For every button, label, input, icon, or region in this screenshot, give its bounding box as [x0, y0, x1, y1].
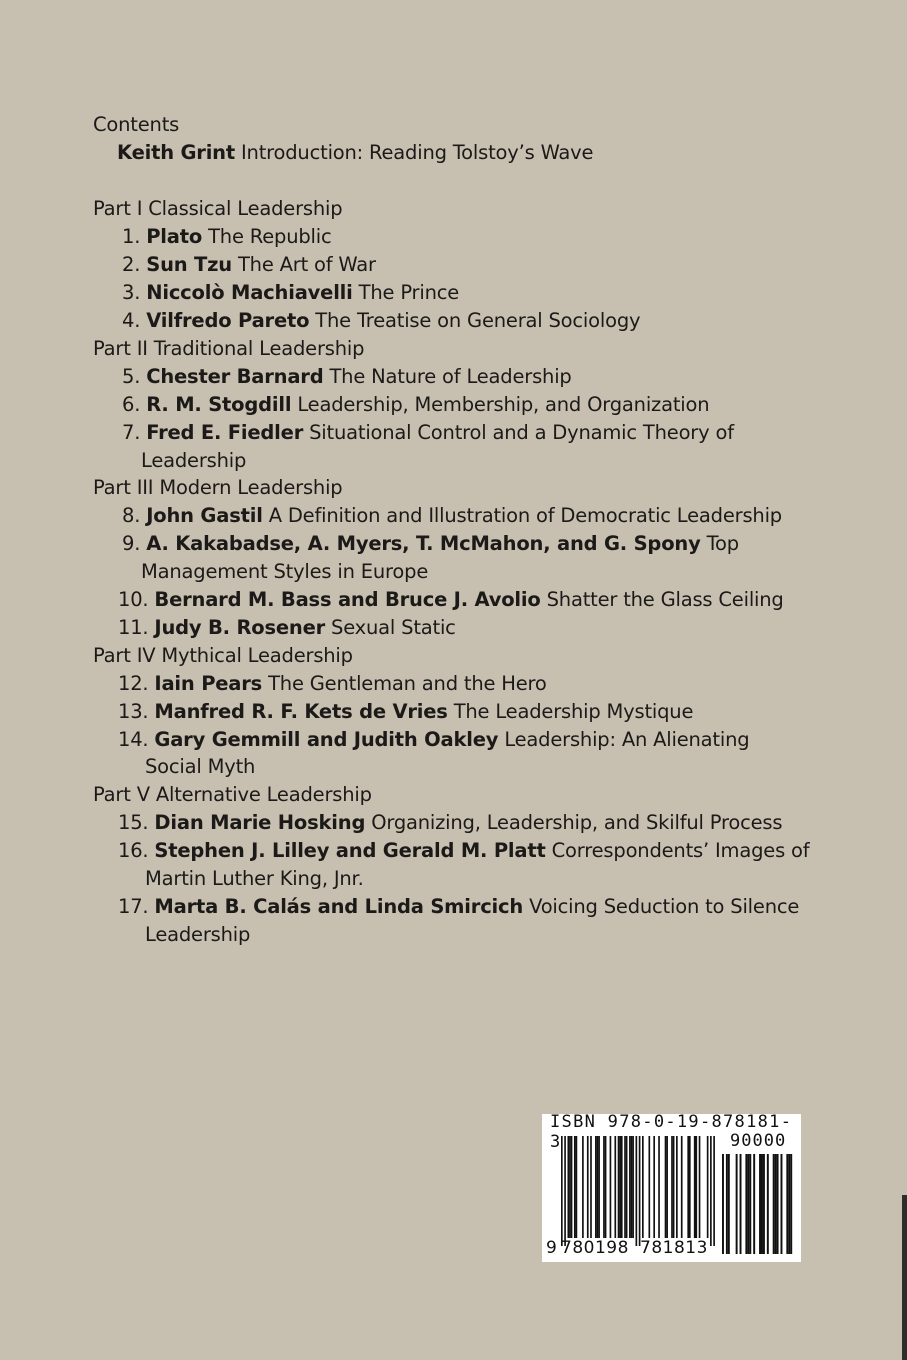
chapter-title: The Gentleman and the Hero [268, 672, 547, 695]
intro-title: Introduction: Reading Tolstoy’s Wave [240, 141, 594, 164]
chapter-title: A Definition and Illustration of Democratic Leadership [268, 504, 782, 527]
chapter-title: The Art of War [237, 253, 376, 276]
part-heading: Part II Traditional Leadership [93, 337, 365, 360]
chapter-author: Vilfredo Pareto [146, 309, 310, 332]
chapter-number: 16. [118, 839, 149, 862]
price-code: 90000 [730, 1131, 787, 1151]
ean-left-group: 780198 [561, 1238, 629, 1258]
chapter-entry [118, 893, 799, 921]
chapter-title: Shatter the Glass Ceiling [546, 588, 784, 611]
chapter-number: 8. [122, 504, 141, 527]
barcode-bar [561, 1136, 563, 1246]
chapter-number: 17. [118, 895, 149, 918]
chapter-title: The Treatise on General Sociology [315, 309, 641, 332]
addon-bar [747, 1154, 749, 1254]
addon-bar [722, 1154, 724, 1254]
chapter-author: Fred E. Fiedler [146, 421, 304, 444]
chapter-title: The Republic [208, 225, 332, 248]
chapter-entry [122, 251, 376, 279]
chapter-title-continued: Social Myth [145, 755, 256, 778]
chapter-entry [122, 363, 572, 391]
addon-bar [745, 1154, 747, 1254]
ean-first-digit: 9 [546, 1238, 558, 1258]
chapter-entry [122, 391, 709, 419]
chapter-number: 13. [118, 700, 149, 723]
chapter-author: Chester Barnard [146, 365, 324, 388]
chapter-entry [118, 614, 456, 642]
chapter-entry [118, 809, 782, 837]
addon-bar [786, 1154, 788, 1254]
chapter-title: Leadership, Membership, and Organization [297, 393, 710, 416]
chapter-title: Situational Control and a Dynamic Theory of [309, 421, 734, 444]
isbn-label: ISBN 978-0-19-878181-3 [550, 1112, 793, 1152]
addon-bar [759, 1154, 761, 1254]
chapter-author: John Gastil [146, 504, 263, 527]
contents-heading: Contents [93, 113, 180, 136]
chapter-number: 2. [122, 253, 141, 276]
part-heading: Part III Modern Leadership [93, 476, 343, 499]
chapter-number: 4. [122, 309, 141, 332]
addon-bar [736, 1154, 738, 1254]
chapter-author: A. Kakabadse, A. Myers, T. McMahon, and G. Spony [146, 532, 701, 555]
addon-bar [753, 1154, 755, 1254]
addon-bar [773, 1154, 775, 1254]
chapter-number: 1. [122, 225, 141, 248]
chapter-title: Sexual Static [331, 616, 456, 639]
chapter-author: Iain Pears [154, 672, 263, 695]
part-heading: Part IV Mythical Leadership [93, 644, 353, 667]
addon-bar [790, 1154, 792, 1254]
addon-bar [728, 1154, 730, 1254]
chapter-title: The Nature of Leadership [329, 365, 572, 388]
chapter-number: 12. [118, 672, 149, 695]
chapter-author: Sun Tzu [146, 253, 232, 276]
addon-bar [767, 1154, 769, 1254]
barcode-bar [636, 1136, 638, 1246]
chapter-number: 3. [122, 281, 141, 304]
barcode-bar [639, 1136, 641, 1246]
chapter-number: 15. [118, 811, 149, 834]
chapter-entry [122, 223, 332, 251]
part-heading: Part I Classical Leadership [93, 197, 343, 220]
chapter-title-continued: Leadership [141, 449, 247, 472]
chapter-number: 10. [118, 588, 149, 611]
chapter-title: Correspondents’ Images of [551, 839, 810, 862]
addon-bar [749, 1154, 751, 1254]
chapter-author: R. M. Stogdill [146, 393, 292, 416]
chapter-title: Top [706, 532, 739, 555]
chapter-author: Stephen J. Lilley and Gerald M. Platt [154, 839, 546, 862]
chapter-entry [122, 530, 739, 558]
chapter-author: Gary Gemmill and Judith Oakley [154, 728, 499, 751]
chapter-title: The Leadership Mystique [453, 700, 694, 723]
chapter-entry [118, 698, 693, 726]
chapter-number: 5. [122, 365, 141, 388]
chapter-entry [122, 307, 640, 335]
chapter-author: Dian Marie Hosking [154, 811, 366, 834]
addon-bar [740, 1154, 742, 1254]
chapter-author: Judy B. Rosener [154, 616, 326, 639]
chapter-author: Bernard M. Bass and Bruce J. Avolio [154, 588, 541, 611]
chapter-entry [122, 502, 782, 530]
chapter-title: Organizing, Leadership, and Skilful Process [371, 811, 783, 834]
addon-bar [781, 1154, 783, 1254]
intro-author: Keith Grint [117, 141, 235, 164]
chapter-author: Plato [146, 225, 203, 248]
addon-bar [726, 1154, 728, 1254]
page-edge [902, 1195, 907, 1360]
chapter-number: 11. [118, 616, 149, 639]
chapter-entry [118, 726, 749, 754]
isbn-barcode [542, 1114, 801, 1262]
addon-bar [775, 1154, 777, 1254]
chapter-entry [122, 419, 734, 447]
chapter-title: Voicing Seduction to Silence [529, 895, 800, 918]
chapter-entry [118, 837, 809, 865]
chapter-number: 9. [122, 532, 141, 555]
chapter-number: 6. [122, 393, 141, 416]
barcode-bar [710, 1136, 712, 1246]
addon-bar [763, 1154, 765, 1254]
chapter-title: Leadership: An Alienating [504, 728, 750, 751]
chapter-entry [118, 586, 784, 614]
intro-entry [117, 139, 593, 167]
chapter-entry [118, 670, 547, 698]
addon-bar [788, 1154, 790, 1254]
chapter-title-continued: Leadership [145, 923, 251, 946]
chapter-number: 7. [122, 421, 141, 444]
ean-right-group: 781813 [640, 1238, 708, 1258]
chapter-entry [122, 279, 459, 307]
chapter-author: Manfred R. F. Kets de Vries [154, 700, 448, 723]
addon-bar [761, 1154, 763, 1254]
barcode-bar [713, 1136, 715, 1246]
chapter-author: Niccolò Machiavelli [146, 281, 353, 304]
chapter-title-continued: Martin Luther King, Jnr. [145, 867, 364, 890]
barcode-bar [564, 1136, 566, 1246]
part-heading: Part V Alternative Leadership [93, 783, 372, 806]
chapter-number: 14. [118, 728, 149, 751]
chapter-title-continued: Management Styles in Europe [141, 560, 429, 583]
chapter-author: Marta B. Calás and Linda Smircich [154, 895, 524, 918]
chapter-title: The Prince [358, 281, 460, 304]
addon-bar [777, 1154, 779, 1254]
